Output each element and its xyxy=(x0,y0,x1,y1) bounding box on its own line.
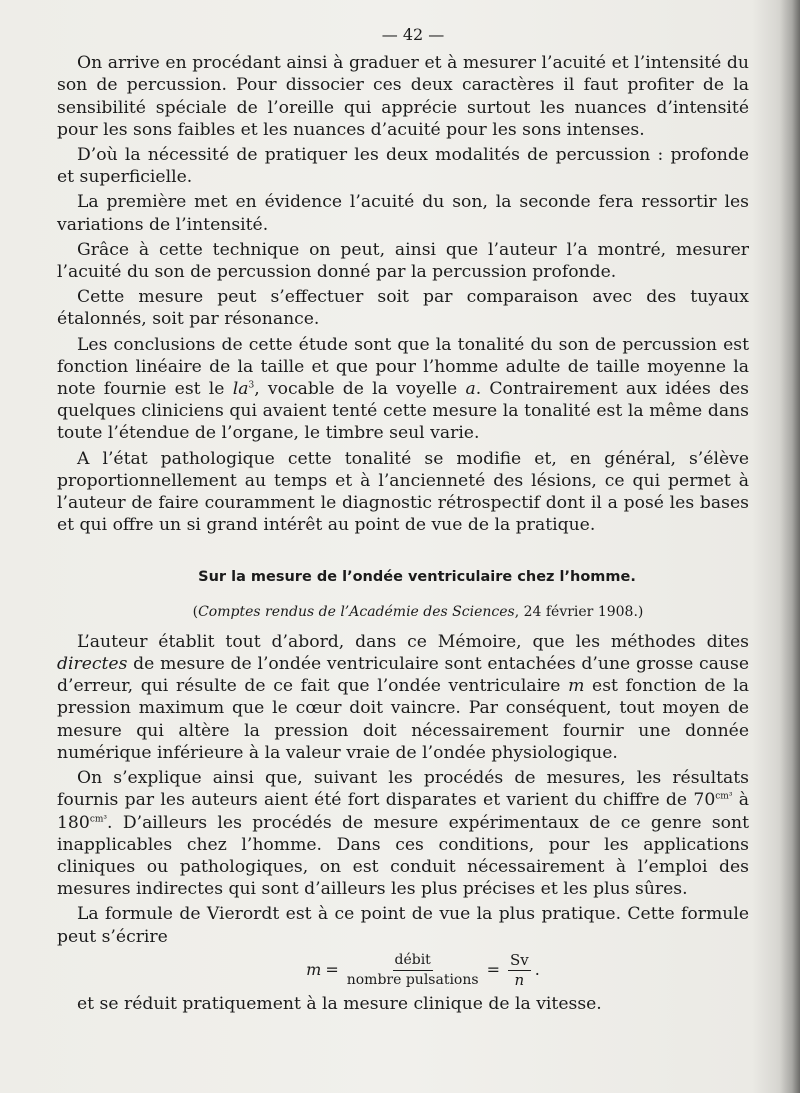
section-title: Sur la mesure de l’ondée ventriculaire chez l’homme. xyxy=(198,569,636,586)
author-paragraph xyxy=(57,631,749,764)
vowel: a xyxy=(465,379,476,400)
unit: cm³ xyxy=(89,813,107,824)
formula-lhs: m xyxy=(306,960,322,980)
text: L’auteur établit tout d’abord, dans ce Mémoire, que les méthodes dites xyxy=(77,631,749,652)
pathology-paragraph: A l’état pathologique cette tonalité se modifie et, en général, s’élève proportionnellement au temps et à l’ancienneté des lésions, ce qui permet à l’auteur de faire couramment le diagnostic rétrospectif dont il a posé les bases et qui offre un si grand intérêt au point de vue de la pratique. xyxy=(57,448,749,536)
formula-equals: = xyxy=(325,960,339,980)
fraction-debit xyxy=(347,952,479,989)
page-edge-shadow xyxy=(780,0,800,1093)
source-journal: Comptes rendus de l’Académie des Sciences xyxy=(198,603,515,620)
text: de mesure de l’ondée ventriculaire sont entachées d’une grosse cause d’erreur, qui résulte de ce fait que l’ondée ventriculaire xyxy=(57,654,749,697)
formula-equals: = xyxy=(486,960,500,980)
source-paren: ( xyxy=(192,603,199,620)
source-date: , 24 février 1908.) xyxy=(514,603,644,620)
vierordt-formula xyxy=(57,952,749,989)
page-number: — 42 — xyxy=(381,25,445,44)
fraction-denominator: n xyxy=(514,970,525,989)
fraction-numerator: Sv xyxy=(509,950,529,969)
text: est fonction de la pression maximum que le cœur doit vaincre. Par conséquent, tout moyen de mesure qui altère la pression doit nécessairement fournir une donnée numérique inférieure à la valeur vraie de l’ondée physiologique. xyxy=(57,676,749,763)
text: à 180 xyxy=(57,790,749,833)
paragraph: Grâce à cette technique on peut, ainsi que l’auteur l’a montré, mesurer l’acuité du son de percussion donné par la percussion profonde. xyxy=(57,239,749,283)
page-content xyxy=(57,24,749,1018)
text: . Contrairement aux idées des quelques cliniciens qui avaient tenté cette mesure la tonalité est la même dans toute l’étendue de l’organe, le timbre seul varie. xyxy=(57,379,749,444)
fraction-numerator: débit xyxy=(393,952,433,971)
paragraph: La première met en évidence l’acuité du son, la seconde fera ressortir les variations de l’intensité. xyxy=(57,192,749,235)
emphasis: directes xyxy=(57,654,128,675)
text: Les conclusions de cette étude sont que la tonalité du son de percussion est fonction linéaire de la taille et que pour l’homme adulte de taille moyenne la note fournie est le xyxy=(57,334,749,400)
final-paragraph: et se réduit pratiquement à la mesure clinique de la vitesse. xyxy=(77,993,602,1014)
text: . D’ailleurs les procédés de mesure expérimentaux de ce genre sont inapplicables chez l’homme. Dans ces conditions, pour les applications cliniques ou pathologiques, on est conduit nécessairement à l’emploi des mesures indirectes qui sont d’ailleurs les plus précises et les plus sûres. xyxy=(57,812,749,900)
text: On s’explique ainsi que, suivant les procédés de mesures, les résultats fournis par les auteurs aient été fort disparates et varient du chiffre de 70 xyxy=(57,768,749,811)
paragraph: Cette mesure peut s’effectuer soit par comparaison avec des tuyaux étalonnés, soit par résonance. xyxy=(57,287,749,330)
paragraph: On arrive en procédant ainsi à graduer et à mesurer l’acuité et l’intensité du son de percussion. Pour dissocier ces deux caractères il faut profiter de la sensibilité spéciale de l’oreille qui apprécie surtout les nuances d’intensité pour les sons faibles et les nuances d’acuité pour les sons intenses. xyxy=(57,53,749,140)
fraction-denominator: nombre pulsations xyxy=(346,971,479,988)
note-name: la xyxy=(232,379,249,400)
note-octave: 3 xyxy=(248,380,255,391)
fraction-sv xyxy=(508,952,531,989)
conclusions-paragraph xyxy=(57,334,749,445)
paragraph: D’où la nécessité de pratiquer les deux modalités de percussion : profonde et superficielle. xyxy=(57,145,749,188)
section-source xyxy=(57,601,749,623)
intro-paragraphs xyxy=(57,52,749,330)
vierordt-paragraph: La formule de Vierordt est à ce point de vue la plus pratique. Cette formule peut s’écrire xyxy=(57,904,749,947)
text: , vocable de la voyelle xyxy=(254,379,466,400)
explanation-paragraph xyxy=(57,767,749,900)
variable-m: m xyxy=(568,676,585,697)
formula-period: . xyxy=(534,960,540,980)
unit: cm³ xyxy=(715,791,733,802)
